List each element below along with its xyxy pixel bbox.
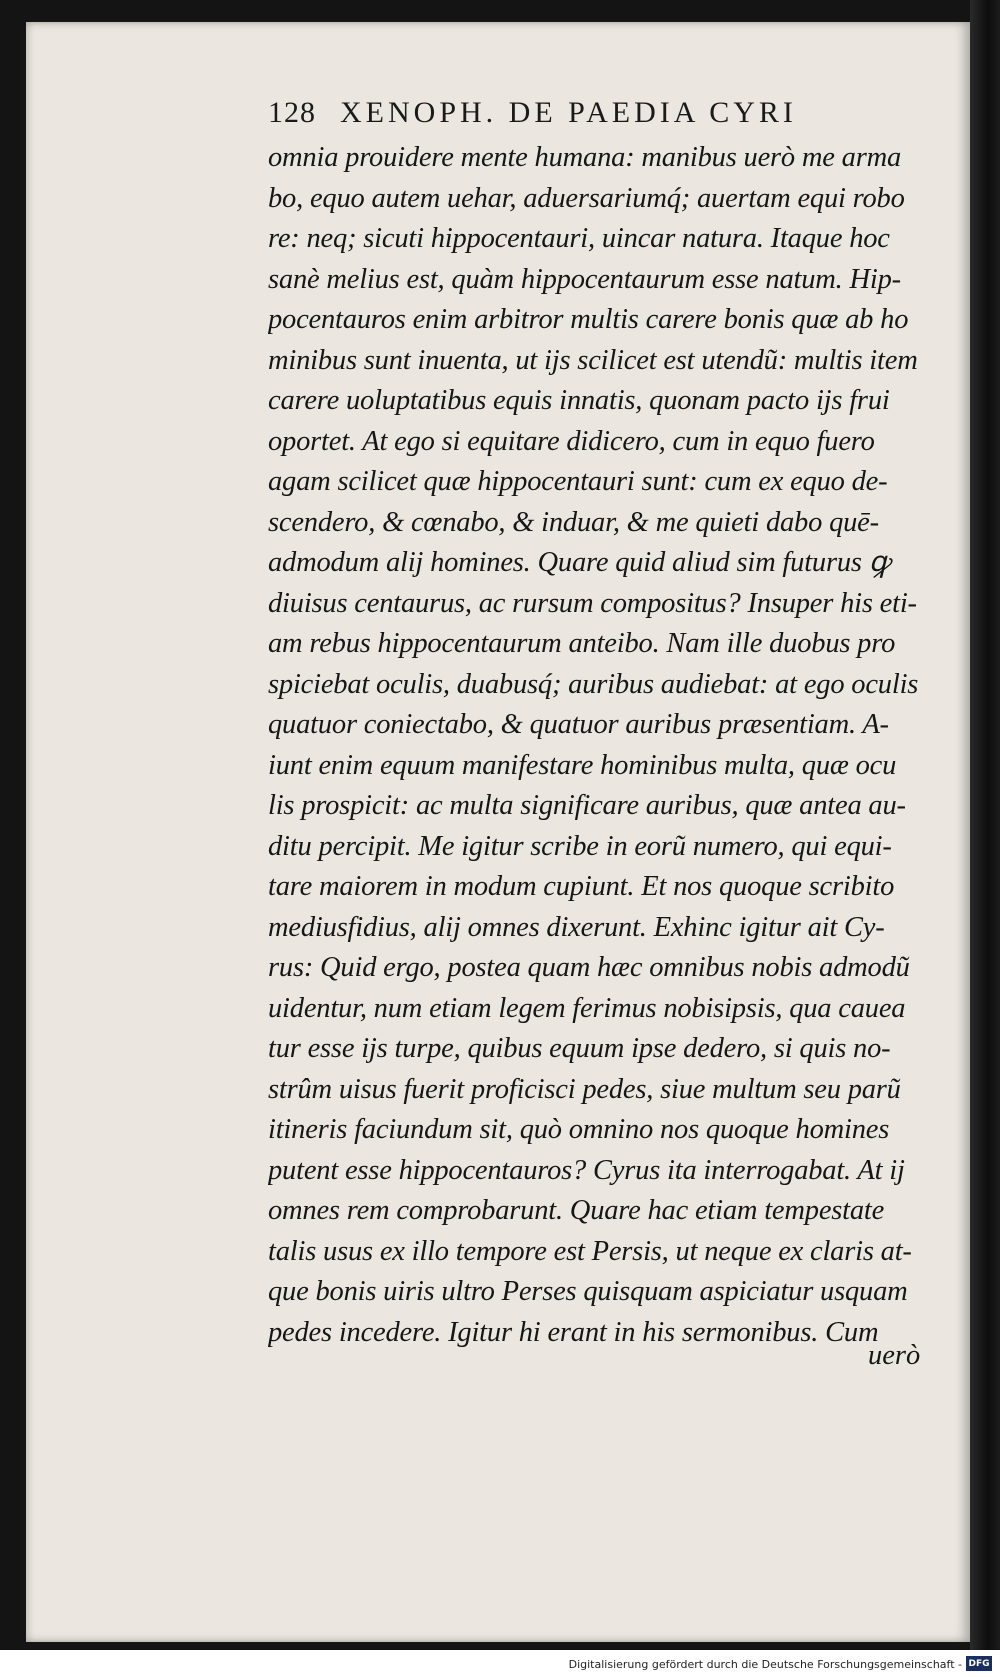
text-line: uidentur, num etiam legem ferimus nobisipsis, qua cauea: [268, 992, 906, 1024]
text-line: lis prospicit: ac multa significare auribus, quæ antea au-: [268, 790, 906, 821]
text-line: tur esse ijs turpe, quibus equum ipse dedero, si quis no-: [268, 1033, 891, 1064]
text-line: strûm uisus fuerit proficisci pedes, siue multum seu parũ: [268, 1073, 901, 1105]
text-line: spiciebat oculis, duabusq́; auribus audiebat: at ego oculis: [268, 668, 919, 700]
text-line: pocentauros enim arbitror multis carere bonis quæ ab ho: [268, 304, 909, 335]
text-line: am rebus hippocentaurum anteibo. Nam ille duobus pro: [268, 628, 896, 659]
text-line: admodum alij homines. Quare quid aliud sim futurus ꝙ: [268, 547, 890, 578]
text-line: rus: Quid ergo, postea quam hæc omnibus nobis admodũ: [268, 952, 910, 983]
funding-credit: Digitalisierung gefördert durch die Deutsche Forschungsgemeinschaft -: [568, 1658, 962, 1671]
text-line: iunt enim equum manifestare hominibus multa, quæ ocu: [268, 749, 897, 781]
text-line: diuisus centaurus, ac rursum compositus? Insuper his eti-: [268, 587, 917, 619]
text-line: talis usus ex illo tempore est Persis, ut neque ex claris at-: [268, 1235, 912, 1267]
text-block: [268, 138, 936, 1353]
text-line: ditu percipit. Me igitur scribe in eorũ numero, qui equi-: [268, 830, 892, 862]
text-line: pedes incedere. Igitur hi erant in his sermonibus. Cum: [268, 1316, 879, 1348]
text-line: mediusfidius, alij omnes dixerunt. Exhinc igitur ait Cy-: [268, 911, 885, 943]
text-line: tare maiorem in modum cupiunt. Et nos quoque scribito: [268, 871, 895, 902]
running-head: [268, 96, 908, 130]
catchword: uerò: [868, 1340, 921, 1371]
text-line: oportet. At ego si equitare didicero, cum in equo fuero: [268, 425, 875, 457]
text-line: bo, equo autem uehar, aduersariumq́; auertam equi robo: [268, 182, 905, 214]
book-edge: [970, 0, 1000, 1650]
text-line: putent esse hippocentauros? Cyrus ita interrogabat. At ij: [268, 1154, 905, 1186]
text-line: omnes rem comprobarunt. Quare hac etiam tempestate: [268, 1195, 885, 1226]
text-line: omnia prouidere mente humana: manibus uerò me arma: [268, 142, 902, 173]
running-title: XENOPH. DE PAEDIA CYRI: [340, 96, 797, 129]
text-line: scendero, & cœnabo, & induar, & me quieti dabo quē-: [268, 506, 879, 538]
dfg-logo: DFG: [966, 1656, 992, 1671]
text-line: re: neq; sicuti hippocentauri, uincar natura. Itaque hoc: [268, 223, 890, 254]
text-line: que bonis uiris ultro Perses quisquam aspiciatur usquam: [268, 1276, 908, 1307]
text-line: quatuor coniectabo, & quatuor auribus præsentiam. A-: [268, 709, 889, 740]
page-number: 128: [268, 96, 316, 129]
text-line: itineris faciundum sit, quò omnino nos quoque homines: [268, 1114, 890, 1145]
text-line: sanè melius est, quàm hippocentaurum esse natum. Hip-: [268, 263, 901, 295]
text-line: agam scilicet quæ hippocentauri sunt: cum ex equo de-: [268, 466, 888, 497]
text-line: carere uoluptatibus equis innatis, quonam pacto ijs frui: [268, 385, 890, 416]
text-line: minibus sunt inuenta, ut ijs scilicet est utendũ: multis item: [268, 344, 918, 376]
